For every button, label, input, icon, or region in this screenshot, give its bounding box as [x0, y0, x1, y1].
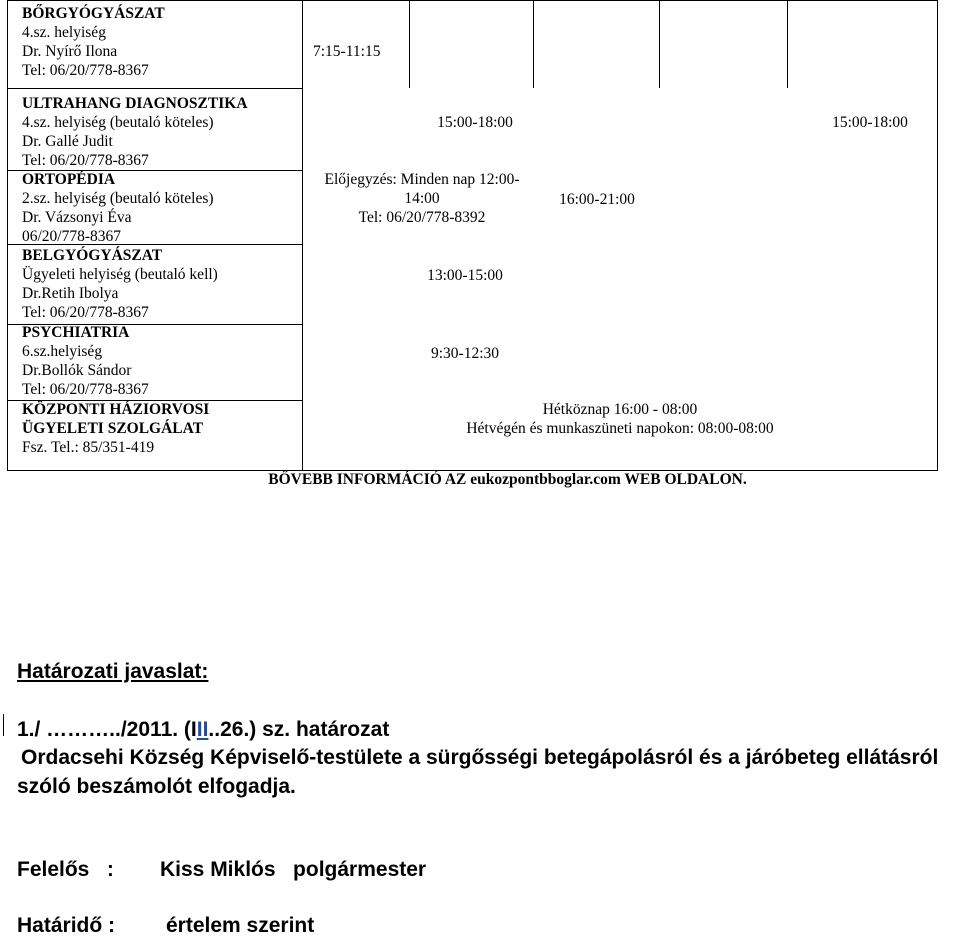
schedule-kozponti [302, 400, 938, 438]
room: Ügyeleti helyiség (beutaló kell) [22, 266, 218, 283]
schedule-ultrahang-tue: 15:00-18:00 [437, 114, 513, 131]
phone: Tel: 06/20/778-8367 [22, 381, 149, 398]
schedule-psychiatria-tue: 9:30-12:30 [430, 345, 500, 362]
row-psychiatria [22, 323, 149, 399]
resolution-number-prefix: 1./ ………../2011. (I [17, 718, 197, 741]
resolution-number-highlight: II [196, 718, 209, 741]
table-border-top [7, 0, 938, 1]
phone: Fsz. Tel.: 85/351-419 [22, 439, 155, 456]
ortopedia-note-line-2: 14:00 [404, 190, 440, 207]
responsible-value: Kiss Miklós polgármester [160, 858, 427, 881]
department-name: BŐRGYÓGYÁSZAT [22, 5, 165, 22]
schedule-ortopedia-wed: 16:00-21:00 [559, 191, 635, 208]
room: 4.sz. helyiség [22, 24, 106, 41]
schedule-ortopedia-mon [302, 170, 542, 227]
schedule-borgyogyaszat-mon: 7:15-11:15 [313, 43, 381, 60]
resolution-text-line-2: szóló beszámolót elfogadja. [17, 775, 296, 798]
row-ortopedia [22, 170, 214, 246]
ortopedia-note-line-1: Előjegyzés: Minden nap 12:00- [324, 171, 520, 188]
doctor: Dr.Bollók Sándor [22, 362, 132, 379]
deadline-value: értelem szerint [166, 914, 315, 937]
margin-bar [3, 714, 4, 736]
ortopedia-note-line-3: Tel: 06/20/778-8392 [358, 209, 486, 226]
kozponti-weekday: Hétköznap 16:00 - 08:00 [542, 401, 698, 418]
table-divider [533, 0, 534, 88]
resolution-text-line-1: Ordacsehi Község Képviselő-testülete a sürgősségi betegápolásról és a járóbeteg ellátásról [21, 746, 939, 769]
doctor: Dr. Gallé Judit [22, 133, 113, 150]
resolution-number [17, 718, 389, 742]
table-divider [659, 0, 660, 88]
table-divider [787, 0, 788, 88]
department-name-2: ÜGYELETI SZOLGÁLAT [22, 420, 204, 437]
schedule-ultrahang-fri: 15:00-18:00 [832, 114, 908, 131]
department-name: PSYCHIATRIA [22, 324, 130, 341]
doctor: Dr.Retih Ibolya [22, 285, 119, 302]
row-belgyogyaszat [22, 246, 218, 322]
schedule-belgyogyaszat-tue: 13:00-15:00 [427, 267, 503, 284]
department-name: ORTOPÉDIA [22, 171, 116, 188]
phone: Tel: 06/20/778-8367 [22, 304, 149, 321]
row-borgyogyaszat [22, 4, 165, 80]
doctor: Dr. Nyírő Ilona [22, 43, 118, 60]
doctor: Dr. Vázsonyi Éva [22, 209, 132, 226]
table-row-divider [7, 88, 302, 89]
row-ultrahang [22, 94, 248, 170]
room: 2.sz. helyiség (beutaló köteles) [22, 190, 214, 207]
phone: Tel: 06/20/778-8367 [22, 62, 149, 79]
resolution-heading: Határozati javaslat: [17, 660, 209, 683]
room: 6.sz.helyiség [22, 343, 103, 360]
room: 4.sz. helyiség (beutaló köteles) [22, 114, 214, 131]
department-name: ULTRAHANG DIAGNOSZTIKA [22, 95, 248, 112]
phone: 06/20/778-8367 [22, 228, 122, 245]
department-name: KÖZPONTI HÁZIORVOSI [22, 401, 210, 418]
deadline-label: Határidő : [17, 914, 116, 937]
info-line: BŐVEBB INFORMÁCIÓ AZ eukozpontbboglar.com WEB OLDALON. [268, 471, 747, 488]
kozponti-weekend: Hétvégén és munkaszüneti napokon: 08:00-08:00 [466, 420, 774, 437]
resolution-number-suffix: ..26.) sz. határozat [208, 718, 390, 741]
row-kozponti [22, 400, 209, 457]
table-divider [409, 0, 410, 88]
phone: Tel: 06/20/778-8367 [22, 152, 149, 169]
department-name: BELGYÓGYÁSZAT [22, 247, 163, 264]
responsible-label: Felelős : [17, 858, 114, 881]
